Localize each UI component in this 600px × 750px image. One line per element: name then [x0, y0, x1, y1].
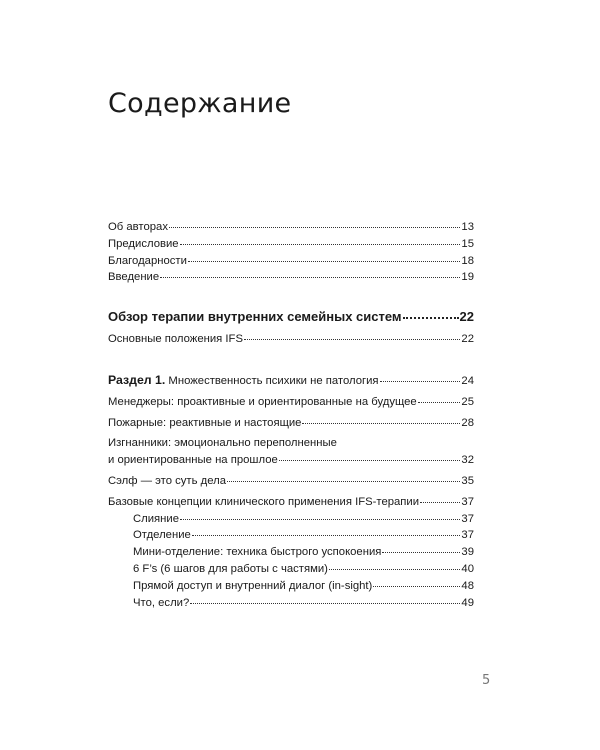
leader-dots	[188, 260, 461, 262]
leader-dots	[160, 276, 460, 278]
table-of-contents	[108, 219, 474, 611]
page-number: 5	[482, 673, 491, 688]
toc-entry-section-1[interactable]	[108, 372, 474, 390]
toc-entry-title: Слияние	[133, 512, 180, 525]
toc-entry-page: 37	[461, 495, 474, 508]
toc-entry-page: 25	[461, 395, 474, 408]
section-label: Раздел 1.	[108, 372, 166, 387]
leader-dots	[373, 585, 460, 587]
toc-entry-title: Множественность психики не патология	[168, 374, 379, 387]
toc-entry-title: Отделение	[133, 529, 191, 542]
toc-entry-page: 32	[461, 454, 474, 467]
toc-entry-page: 24	[461, 374, 474, 387]
toc-entry-page: 22	[459, 309, 474, 325]
toc-entry-6-fs[interactable]	[108, 561, 474, 578]
toc-entry-title: 6 F’s (6 шагов для работы с частями)	[133, 562, 328, 575]
toc-entry-unblending[interactable]	[108, 527, 474, 544]
toc-entry-page: 35	[461, 474, 474, 487]
toc-entry-exiles[interactable]	[108, 435, 474, 469]
toc-entry-page: 40	[461, 562, 474, 575]
toc-entry-direct-access[interactable]	[108, 578, 474, 595]
toc-entry-title: Мини-отделение: техника быстрого успокоения	[133, 546, 382, 559]
leader-dots	[418, 401, 461, 403]
toc-entry-page: 48	[461, 579, 474, 592]
page-title: Содержание	[108, 88, 292, 119]
toc-entry-title: Прямой доступ и внутренний диалог (in-sight)	[133, 579, 373, 592]
toc-entry-title: Об авторах	[108, 221, 168, 233]
toc-entry-page: 37	[461, 512, 474, 525]
toc-entry-preface[interactable]	[108, 236, 474, 253]
toc-entry-what-if[interactable]	[108, 595, 474, 612]
leader-dots	[244, 338, 460, 340]
toc-entry-acknowledgements[interactable]	[108, 253, 474, 270]
toc-entry-concepts[interactable]	[108, 494, 474, 511]
toc-entry-ifs-basics[interactable]	[108, 331, 474, 348]
toc-entry-page: 15	[461, 237, 474, 250]
toc-entry-title: Менеджеры: проактивные и ориентированные на будущее	[108, 395, 417, 408]
toc-entry-title-line2: и ориентированные на прошлое	[108, 454, 278, 467]
leader-dots	[227, 480, 460, 482]
leader-dots	[420, 501, 460, 503]
leader-dots	[279, 459, 461, 461]
toc-entry-page: 28	[461, 416, 474, 429]
leader-dots	[180, 518, 460, 520]
leader-dots	[169, 226, 460, 228]
leader-dots	[403, 316, 459, 319]
toc-entry-title: Основные положения IFS	[108, 333, 243, 346]
toc-entry-mini-unblending[interactable]	[108, 544, 474, 561]
toc-entry-page: 22	[461, 333, 474, 346]
toc-entry-title: Пожарные: реактивные и настоящие	[108, 416, 302, 429]
leader-dots	[190, 602, 460, 604]
toc-entry-page: 19	[461, 271, 474, 284]
toc-entry-title: Благодарности	[108, 254, 187, 267]
toc-entry-introduction[interactable]	[108, 269, 474, 286]
toc-entry-page: 37	[461, 529, 474, 542]
toc-entry-self[interactable]	[108, 473, 474, 490]
leader-dots	[329, 568, 461, 570]
toc-entry-page: 18	[461, 254, 474, 267]
toc-entry-authors[interactable]	[108, 219, 474, 236]
toc-entry-managers[interactable]	[108, 394, 474, 411]
toc-entry-title: Введение	[108, 271, 160, 284]
toc-entry-page: 39	[461, 546, 474, 559]
toc-entry-page: 49	[461, 596, 474, 609]
leader-dots	[380, 380, 461, 382]
toc-entry-page: 13	[461, 221, 474, 233]
toc-entry-firefighters[interactable]	[108, 415, 474, 432]
toc-entry-title: Обзор терапии внутренних семейных систем	[108, 309, 402, 325]
toc-entry-title: Базовые концепции клинического применения IFS-терапии	[108, 495, 420, 508]
toc-entry-title: Сэлф — это суть дела	[108, 474, 226, 487]
leader-dots	[382, 551, 460, 553]
toc-entry-blending[interactable]	[108, 511, 474, 528]
leader-dots	[180, 243, 461, 245]
toc-entry-title: Предисловие	[108, 237, 179, 250]
toc-entry-title-line1: Изгнанники: эмоционально переполненные	[108, 437, 337, 450]
toc-entry-overview[interactable]	[108, 307, 474, 327]
leader-dots	[192, 534, 461, 536]
toc-entry-title: Что, если?	[133, 596, 190, 609]
leader-dots	[302, 422, 460, 424]
